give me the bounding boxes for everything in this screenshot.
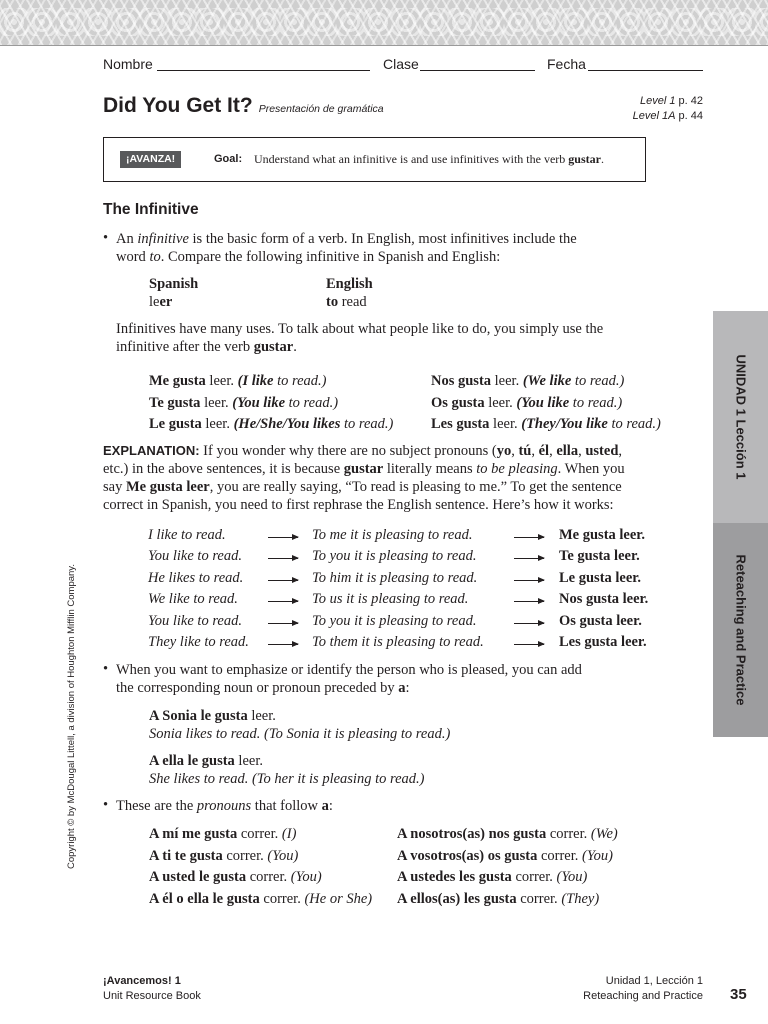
fecha-label: Fecha [547, 56, 586, 72]
pronoun-item: A vosotros(as) os gusta correr. (You) [397, 847, 613, 864]
examples-left [149, 371, 393, 436]
nombre-label: Nombre [103, 56, 153, 72]
level-1a-reference: Level 1A p. 44 [632, 110, 703, 122]
pronoun-item: A ellos(as) les gusta correr. (They) [397, 890, 600, 907]
arrow-icon [268, 601, 298, 602]
arrow-icon [268, 580, 298, 581]
example-le-gusta: Le gusta leer. (He/She/You likes to read.) [149, 416, 394, 432]
goal-box [103, 137, 646, 182]
arrow-icon [514, 537, 544, 538]
clase-field[interactable] [420, 70, 535, 71]
bullet-icon: • [103, 230, 109, 246]
example-les-gusta: Les gusta leer. (They/You like to read.) [431, 416, 661, 432]
pronouns-left [149, 824, 372, 910]
footer-section: Unidad 1, Lección 1 Reteaching and Practice [583, 975, 703, 1002]
arrow-icon [514, 623, 544, 624]
example-ella: A ella le gusta leer. She likes to read. (To her it is pleasing to read.) [149, 753, 425, 787]
pronouns-intro: These are the pronouns that follow a: [116, 798, 333, 814]
example-os-gusta: Os gusta leer. (You like to read.) [431, 394, 623, 411]
pronoun-item: A él o ella le gusta correr. (He or She) [149, 890, 373, 907]
arrow-icon [268, 537, 298, 538]
rephrase-table: I like to read. To me it is pleasing to read. Me gusta leer. You like to read. To you it is pleasing to read. Te gusta leer. He likes to read. To him it is pleasing to read. Le gusta leer. We like to read. To us it is pleasing to read. Nos gusta leer. You like to read. To you it is pleasing to read. Os gusta leer. They like to read. To them it is pleasing to read. Les gusta leer. [148, 527, 649, 650]
unit-tab: UNIDAD 1 Lección 1 [713, 311, 768, 523]
pronoun-item: A ti te gusta correr. (You) [149, 847, 299, 864]
english-column: English to read [326, 276, 373, 310]
goal-label: Goal: [214, 153, 243, 165]
bullet-icon: • [103, 661, 109, 677]
section-tab: Reteaching and Practice [713, 523, 768, 737]
page-subtitle: Presentación de gramática [258, 103, 384, 115]
clase-label: Clase [383, 56, 419, 72]
examples-right [431, 371, 661, 436]
pronoun-item: A mí me gusta correr. (I) [149, 826, 297, 842]
pronoun-item: A usted le gusta correr. (You) [149, 869, 322, 885]
example-me-gusta: Me gusta leer. (I like to read.) [149, 373, 327, 389]
arrow-icon [514, 558, 544, 559]
fecha-field[interactable] [588, 70, 703, 71]
arrow-icon [514, 601, 544, 602]
arrow-icon [268, 558, 298, 559]
pronoun-item: A ustedes les gusta correr. (You) [397, 869, 588, 885]
example-te-gusta: Te gusta leer. (You like to read.) [149, 394, 339, 411]
arrow-icon [514, 580, 544, 581]
explanation-paragraph: EXPLANATION: If you wonder why there are no subject pronouns (yo, tú, él, ella, usted, etc.) in the above sentences, it is because gustar literally means to be pleasing. When you say Me gusta leer, you are really saying, “To read is pleasing to me.” To get the sentence correct in Spanish, you need to first rephrase the English sentence. Here’s how it works: [103, 443, 625, 513]
arrow-icon [268, 623, 298, 624]
example-sonia: A Sonia le gusta leer. Sonia likes to read. (To Sonia it is pleasing to read.) [149, 708, 451, 742]
pronouns-right [397, 824, 618, 910]
section-title: The Infinitive [103, 201, 199, 218]
goal-text: Understand what an infinitive is and use infinitives with the verb gustar. [254, 152, 604, 166]
pronoun-item: A nosotros(as) nos gusta correr. (We) [397, 826, 618, 842]
bullet-icon: • [103, 797, 109, 813]
page-title: Did You Get It? Presentación de gramática [103, 94, 384, 117]
spanish-column: Spanish leer [149, 276, 199, 310]
decorative-border [0, 0, 768, 46]
arrow-icon [268, 644, 298, 645]
emphasize-paragraph: When you want to emphasize or identify the person who is pleased, you can add the corresponding noun or pronoun preceded by a: [116, 662, 582, 696]
avanza-badge: ¡AVANZA! [120, 151, 181, 168]
copyright-notice: Copyright © by McDougal Littell, a division of Houghton Mifflin Company. [66, 564, 77, 869]
arrow-icon [514, 644, 544, 645]
intro-paragraph: An infinitive is the basic form of a verb. In English, most infinitives include the word to. Compare the following infinitive in Spanish and English: [116, 231, 577, 265]
example-nos-gusta: Nos gusta leer. (We like to read.) [431, 373, 625, 389]
footer-book: ¡Avancemos! 1 Unit Resource Book [103, 975, 201, 1002]
level-1-reference: Level 1 p. 42 [639, 95, 703, 107]
page-number: 35 [730, 986, 747, 1003]
uses-paragraph: Infinitives have many uses. To talk about what people like to do, you simply use the infinitive after the verb gustar. [116, 321, 604, 355]
nombre-field[interactable] [157, 70, 370, 71]
